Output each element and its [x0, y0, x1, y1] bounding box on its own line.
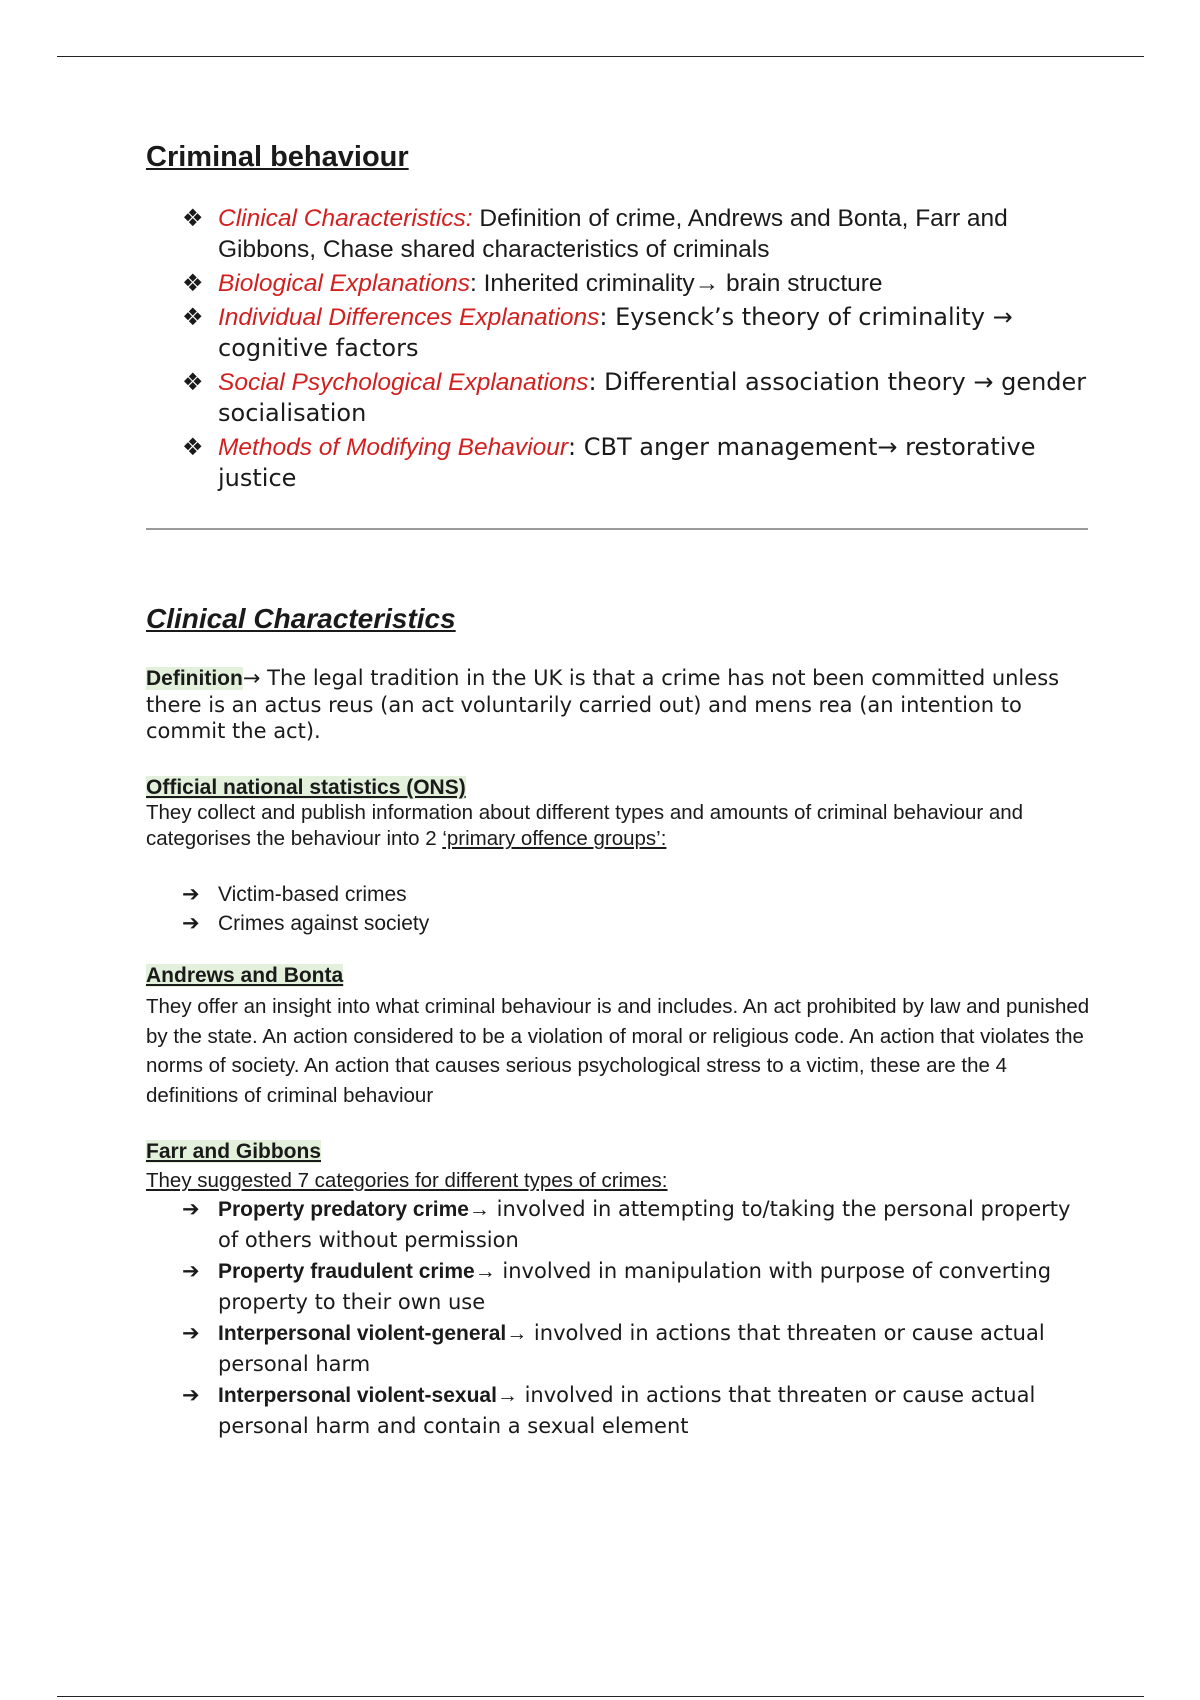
- topic-text: Differential association theory → gender socialisation: [218, 367, 1087, 427]
- page-bottom-rule: [57, 1696, 1144, 1697]
- section-title: Clinical Characteristics: [146, 602, 456, 634]
- category-name: Interpersonal violent-general→: [218, 1322, 528, 1346]
- diamond-bullet-icon: ❖: [182, 268, 204, 297]
- diamond-bullet-icon: ❖: [182, 203, 204, 232]
- ons-offence-groups: ‘primary offence groups’:: [442, 827, 667, 851]
- list-item: [146, 880, 1091, 909]
- crime-category-list: [146, 1194, 1091, 1442]
- category-desc: involved in attempting to/taking the personal property of others without permission: [218, 1197, 1071, 1253]
- page-top-rule: [57, 56, 1144, 57]
- arrow-bullet-icon: ➔: [182, 882, 200, 907]
- list-item: [146, 1194, 1091, 1256]
- topic-sep: :: [469, 269, 477, 297]
- farr-gibbons-heading-text: Farr and Gibbons: [146, 1140, 322, 1164]
- arrow-bullet-icon: ➔: [182, 1321, 200, 1346]
- topic-name: Biological Explanations: [218, 269, 470, 297]
- ons-heading: [146, 776, 1091, 800]
- list-item: [146, 1318, 1091, 1380]
- definition-label: Definition: [146, 667, 243, 691]
- category-name: Property fraudulent crime→: [218, 1260, 496, 1284]
- topic-item: [146, 203, 1091, 265]
- definition-arrow: →: [242, 666, 261, 691]
- topic-name: Social Psychological Explanations: [218, 368, 589, 396]
- topic-sep: :: [465, 204, 473, 232]
- diamond-bullet-icon: ❖: [182, 302, 204, 331]
- definition-paragraph: [146, 665, 1091, 744]
- topic-list: [146, 203, 1091, 494]
- topic-text: CBT anger management→ restorative justice: [218, 432, 1036, 492]
- document-body: [146, 140, 1091, 1442]
- diamond-bullet-icon: ❖: [182, 367, 204, 396]
- section-divider: [146, 528, 1088, 530]
- topic-sep: :: [588, 367, 597, 396]
- topic-name: Clinical Characteristics: [218, 204, 466, 232]
- topic-item: [146, 302, 1091, 364]
- topic-item: [146, 367, 1091, 429]
- diamond-bullet-icon: ❖: [182, 432, 204, 461]
- category-name: Interpersonal violent-sexual→: [218, 1384, 518, 1408]
- topic-text: Eysenck’s theory of criminality → cognitive factors: [218, 302, 1013, 362]
- topic-name: Methods of Modifying Behaviour: [218, 433, 568, 461]
- ons-text: They collect and publish information about different types and amounts of criminal behaviour and categorises the behaviour into 2: [146, 801, 1024, 851]
- list-item-text: Victim-based crimes: [218, 883, 407, 907]
- topic-sep: :: [568, 432, 577, 461]
- ons-paragraph: [146, 800, 1091, 852]
- page-title: Criminal behaviour: [146, 141, 409, 173]
- ons-heading-text: Official national statistics (ONS): [146, 776, 466, 800]
- topic-name: Individual Differences Explanations: [218, 303, 600, 331]
- category-desc: involved in actions that threaten or cause actual personal harm: [218, 1321, 1045, 1377]
- list-item: [146, 909, 1091, 938]
- list-item-text: Crimes against society: [218, 912, 430, 936]
- topic-text: Definition of crime, Andrews and Bonta, Farr and Gibbons, Chase shared characteristics of criminals: [218, 204, 1008, 263]
- andrews-bonta-heading-text: Andrews and Bonta: [146, 964, 344, 988]
- list-item: [146, 1380, 1091, 1442]
- category-name: Property predatory crime→: [218, 1198, 490, 1222]
- topic-item: [146, 268, 1091, 299]
- topic-item: [146, 432, 1091, 494]
- list-item: [146, 1256, 1091, 1318]
- arrow-bullet-icon: ➔: [182, 1383, 200, 1408]
- topic-text: Inherited criminality→ brain structure: [476, 269, 883, 297]
- category-desc: involved in actions that threaten or cause actual personal harm and contain a sexual element: [218, 1383, 1036, 1439]
- category-desc: involved in manipulation with purpose of converting property to their own use: [218, 1259, 1052, 1315]
- arrow-bullet-icon: ➔: [182, 1197, 200, 1222]
- arrow-bullet-icon: ➔: [182, 1259, 200, 1284]
- andrews-bonta-heading: [146, 964, 1091, 988]
- topic-sep: :: [599, 302, 608, 331]
- ons-list: [146, 880, 1091, 938]
- farr-gibbons-intro: They suggested 7 categories for different types of crimes:: [146, 1169, 668, 1193]
- definition-text: The legal tradition in the UK is that a crime has not been committed unless there is an actus reus (an act voluntarily carried out) and mens rea (an intention to commit the act).: [146, 666, 1060, 744]
- andrews-bonta-paragraph: They offer an insight into what criminal behaviour is and includes. An act prohibited by law and punished by the state. An action considered to be a violation of moral or religious code. An action that violates the norms of society. An action that causes serious psychological stress to a victim, these are the 4 definitions of criminal behaviour: [146, 995, 1090, 1107]
- farr-gibbons-heading: [146, 1140, 1091, 1164]
- arrow-bullet-icon: ➔: [182, 911, 200, 936]
